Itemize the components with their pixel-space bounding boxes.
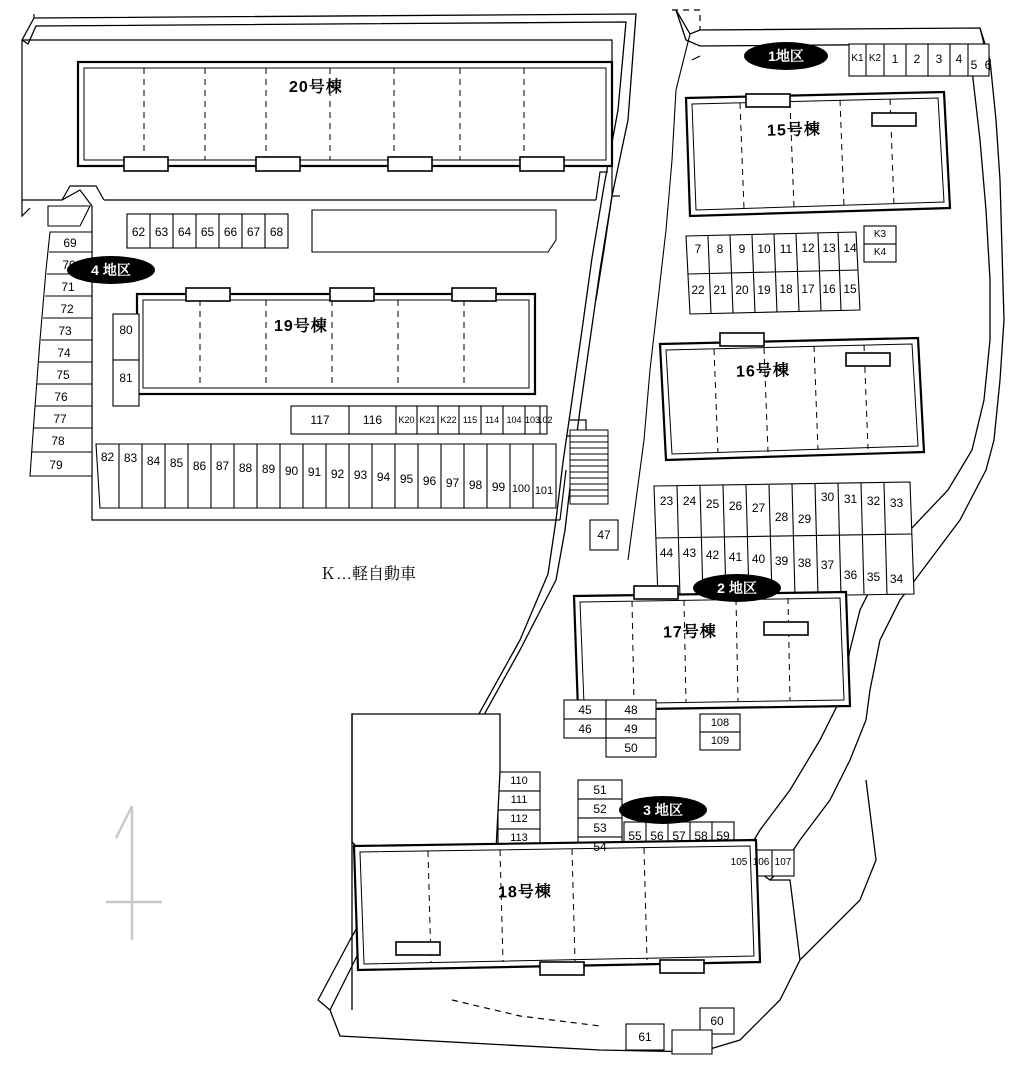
lot-number[interactable]: 10 [757,242,771,256]
lot-number[interactable]: 39 [774,554,789,568]
lot-number[interactable]: 108 [710,717,730,729]
lot-number[interactable]: 30 [820,490,835,504]
lot-number[interactable]: 6 [984,58,992,72]
lot-number[interactable]: 24 [682,494,697,508]
lot-number[interactable]: 59 [716,829,730,843]
lot-number[interactable]: 1 [891,52,899,66]
lot-number[interactable]: 51 [593,783,607,797]
lot-number[interactable]: 44 [659,546,674,560]
lot-number[interactable]: 66 [223,225,238,239]
lot-number[interactable]: 43 [682,546,697,560]
lot-number[interactable]: 112 [510,813,528,825]
lot-number[interactable]: 13 [822,241,836,255]
lot-number[interactable]: 48 [624,703,638,717]
lot-number[interactable]: 25 [705,497,720,511]
building-label-19: 19号棟 [274,318,328,335]
lot-number[interactable]: 35 [866,570,881,584]
lot-number[interactable]: 11 [779,242,793,256]
lot-number[interactable]: 19 [757,283,771,297]
lot-number[interactable]: 104 [506,415,522,425]
zone-badge-4[interactable]: 4 地区 [91,262,131,278]
lot-number[interactable]: 85 [169,456,184,470]
lot-number[interactable]: 7 [694,242,702,256]
lot-number[interactable]: 34 [889,572,904,586]
lot-number[interactable]: 58 [694,829,708,843]
lot-number[interactable]: 8 [716,242,724,256]
lot-number[interactable]: 82 [100,450,115,464]
lot-number[interactable]: 71 [61,280,75,294]
lot-number[interactable]: 5 [970,58,978,72]
lot-number[interactable]: 29 [797,512,812,526]
lot-number[interactable]: 62 [131,225,146,239]
lot-number[interactable]: 21 [713,283,727,297]
lot-number[interactable]: 16 [822,282,836,296]
lot-number[interactable]: 100 [511,483,531,495]
lot-number[interactable]: 55 [628,829,642,843]
lot-number[interactable]: 109 [710,735,730,747]
lot-number[interactable]: 87 [215,459,230,473]
lot-number[interactable]: 60 [710,1014,724,1028]
lot-number[interactable]: 90 [284,464,299,478]
lot-number[interactable]: 80 [119,323,133,337]
lot-number[interactable]: 33 [889,496,904,510]
lot-number[interactable]: 4 [955,52,963,66]
lot-number[interactable]: 101 [534,485,554,497]
lot-number[interactable]: 9 [738,242,746,256]
lot-number[interactable]: 96 [422,474,437,488]
lot-number[interactable]: 95 [399,472,414,486]
lot-number[interactable]: 18 [779,282,793,296]
lot-number[interactable]: 31 [843,492,858,506]
building-label-20: 20号棟 [289,79,343,96]
lot-number[interactable]: 46 [578,722,592,736]
lot-number[interactable]: K4 [873,247,887,258]
lot-number[interactable]: 26 [728,499,743,513]
zone-badge-1[interactable]: 1地区 [768,48,804,64]
lot-number[interactable]: 36 [843,568,858,582]
zone-badge-2[interactable]: 2 地区 [717,580,757,596]
lot-number[interactable]: 3 [935,52,943,66]
building-label-16: 16号棟 [735,362,791,381]
lot-number[interactable]: 23 [659,494,674,508]
lot-number[interactable]: 103 [524,415,541,425]
lot-number[interactable]: K1 [851,53,864,64]
lot-number[interactable]: 28 [774,510,789,524]
lot-number[interactable]: 91 [307,465,322,479]
lot-number[interactable]: 83 [123,451,138,465]
lot-number[interactable]: 2 [913,52,921,66]
lot-number[interactable]: 115 [462,415,478,425]
lot-number[interactable]: 52 [593,802,607,816]
lot-number[interactable]: 68 [269,225,284,239]
zone-badge-3[interactable]: 3 地区 [643,802,683,818]
lot-number[interactable]: 77 [53,412,67,426]
lot-number[interactable]: 15 [843,282,857,296]
lot-number[interactable]: 75 [56,368,70,382]
lot-number[interactable]: 40 [751,552,766,566]
building-label-17: 17号棟 [662,623,717,642]
lot-number[interactable]: 114 [484,415,500,425]
lot-number[interactable]: 106 [752,857,770,868]
lot-number[interactable]: 61 [638,1030,652,1044]
lot-number[interactable]: 89 [261,462,276,476]
lot-number[interactable]: 84 [146,454,161,468]
lot-number[interactable]: 49 [624,722,638,736]
lot-number[interactable]: 56 [650,829,664,843]
lot-number[interactable]: 47 [597,528,611,542]
lot-number[interactable]: 78 [51,434,65,448]
lot-number[interactable]: 41 [728,550,743,564]
lot-number[interactable]: 67 [246,225,261,239]
lot-number[interactable]: 93 [353,468,368,482]
lot-number[interactable]: 97 [445,476,460,490]
lot-number[interactable]: 57 [672,829,686,843]
legend-k-light-vehicle: Ｋ…軽自動車 [320,566,417,583]
lot-number[interactable]: 94 [376,470,391,484]
lot-number[interactable]: 27 [751,501,766,515]
lot-number[interactable]: 81 [119,371,133,385]
lot-number[interactable]: K2 [868,53,882,64]
lot-number[interactable]: 50 [624,741,638,755]
lot-number[interactable]: 92 [330,467,345,481]
lot-number[interactable]: 102 [537,415,553,425]
lot-number[interactable]: 45 [578,703,592,717]
lot-number[interactable]: 53 [593,821,607,835]
lot-number[interactable]: 17 [801,282,815,296]
lot-number[interactable]: 98 [468,478,483,492]
lot-number[interactable]: 64 [177,225,192,239]
lot-number[interactable]: 14 [843,241,857,255]
lot-number[interactable]: 65 [200,225,215,239]
lot-number[interactable]: 63 [154,225,169,239]
building-label-15: 15号棟 [766,121,822,140]
lot-number[interactable]: 22 [691,283,705,297]
lot-number[interactable]: 99 [491,480,506,494]
lot-number[interactable]: 73 [58,324,72,338]
building-label-18: 18号棟 [497,883,552,902]
lot-number[interactable]: 110 [510,775,528,787]
lot-number[interactable]: 107 [774,857,792,868]
lot-number[interactable]: 72 [60,302,74,316]
lot-number[interactable]: 105 [730,857,748,868]
lot-number[interactable]: 42 [705,548,720,562]
lot-number[interactable]: 116 [362,413,383,427]
lot-number[interactable]: 111 [510,794,528,806]
lot-number[interactable]: 20 [735,283,749,297]
lot-number[interactable]: 79 [49,458,63,472]
lot-number[interactable]: 37 [820,558,835,572]
lot-number[interactable]: 117 [310,413,330,427]
lot-number[interactable]: 69 [63,236,77,250]
lot-number[interactable]: 74 [57,346,71,360]
lot-number[interactable]: K22 [440,415,457,425]
lot-number[interactable]: K3 [873,229,887,240]
lot-number[interactable]: 70 [62,258,76,272]
lot-number[interactable]: K20 [398,415,415,425]
lot-number[interactable]: 12 [801,241,815,255]
lot-number[interactable]: 86 [192,459,207,473]
lot-number[interactable]: 54 [593,840,607,854]
lot-number[interactable]: 113 [510,832,528,844]
lot-number[interactable]: 32 [866,494,881,508]
lot-number[interactable]: 38 [797,556,812,570]
lot-number[interactable]: K21 [419,415,436,425]
lot-number[interactable]: 88 [238,461,253,475]
lot-number[interactable]: 76 [54,390,68,404]
